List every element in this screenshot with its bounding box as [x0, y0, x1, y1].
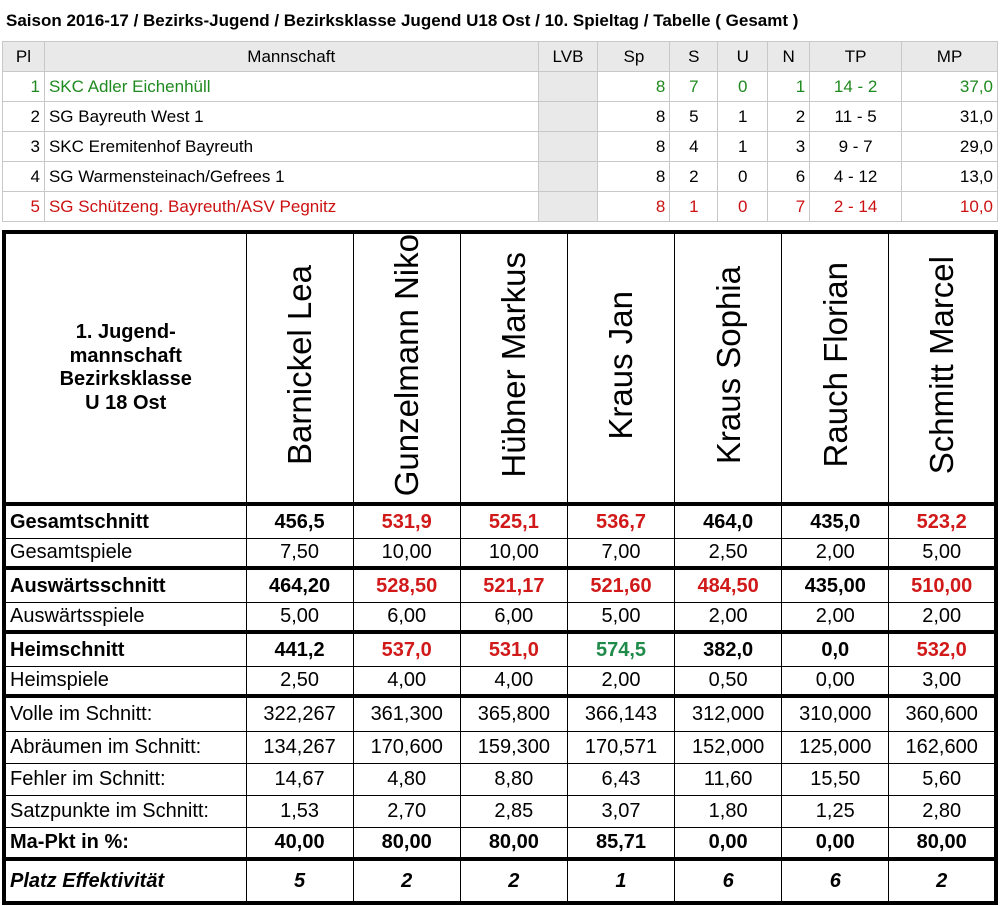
- stats-value: 2,00: [675, 602, 782, 632]
- league-cell-lvb: [538, 72, 598, 102]
- player-name: Barnickel Lea: [281, 265, 319, 466]
- page-title: Saison 2016-17 / Bezirks-Jugend / Bezirksklasse Jugend U18 Ost / 10. Spieltag / Tabelle ( Gesamt ): [6, 11, 799, 30]
- stats-value: 2: [353, 859, 460, 903]
- stats-row-label: Gesamtschnitt: [4, 504, 246, 538]
- league-cell-u: 1: [718, 132, 768, 162]
- col-header-lvb: LVB: [538, 42, 598, 72]
- league-row: [3, 192, 998, 222]
- stats-value: 15,50: [782, 763, 889, 795]
- league-cell-n: 3: [768, 132, 810, 162]
- league-cell-team: SG Schützeng. Bayreuth/ASV Pegnitz: [44, 192, 538, 222]
- league-cell-team: SKC Adler Eichenhüll: [44, 72, 538, 102]
- league-cell-mp: 13,0: [902, 162, 998, 192]
- stats-value: 2,50: [246, 666, 353, 696]
- stats-value: 1: [567, 859, 674, 903]
- stats-value: 7,50: [246, 538, 353, 568]
- stats-value: 162,600: [889, 731, 996, 763]
- stats-value: 310,000: [782, 696, 889, 731]
- team-heading-line: 1. Jugend-: [75, 320, 176, 343]
- league-cell-pl: 3: [3, 132, 45, 162]
- league-cell-mp: 31,0: [902, 102, 998, 132]
- stats-row-label: Auswärtsschnitt: [4, 568, 246, 602]
- stats-value: 85,71: [567, 827, 674, 859]
- league-cell-team: SG Bayreuth West 1: [44, 102, 538, 132]
- league-cell-mp: 29,0: [902, 132, 998, 162]
- league-cell-n: 1: [768, 72, 810, 102]
- stats-value: 2: [460, 859, 567, 903]
- team-stats-table: [2, 230, 998, 905]
- col-header-mp: MP: [902, 42, 998, 72]
- stats-value: 5: [246, 859, 353, 903]
- col-header-pl: Pl: [3, 42, 45, 72]
- league-cell-u: 0: [718, 72, 768, 102]
- stats-value: 365,800: [460, 696, 567, 731]
- stats-value: 6,00: [460, 602, 567, 632]
- stats-value: 125,000: [782, 731, 889, 763]
- stats-value: 456,5: [246, 504, 353, 538]
- col-header-team: Mannschaft: [44, 42, 538, 72]
- stats-value: 510,00: [889, 568, 996, 602]
- league-cell-mp: 37,0: [902, 72, 998, 102]
- league-cell-pl: 2: [3, 102, 45, 132]
- stats-row: [4, 795, 996, 827]
- player-header: [246, 232, 353, 504]
- stats-value: 0,00: [782, 666, 889, 696]
- stats-value: 3,07: [567, 795, 674, 827]
- league-cell-s: 7: [670, 72, 718, 102]
- stats-value: 80,00: [889, 827, 996, 859]
- stats-header-row: [4, 232, 996, 504]
- team-heading-line: mannschaft: [69, 344, 182, 367]
- league-cell-lvb: [538, 162, 598, 192]
- player-name: Hübner Markus: [495, 252, 533, 478]
- stats-row-label: Gesamtspiele: [4, 538, 246, 568]
- league-table: [2, 41, 998, 222]
- stats-value: 159,300: [460, 731, 567, 763]
- stats-row-label: Satzpunkte im Schnitt:: [4, 795, 246, 827]
- league-cell-s: 2: [670, 162, 718, 192]
- player-header: [889, 232, 996, 504]
- stats-value: 170,571: [567, 731, 674, 763]
- league-cell-team: SG Warmensteinach/Gefrees 1: [44, 162, 538, 192]
- stats-value: 2,70: [353, 795, 460, 827]
- stats-row-label: Volle im Schnitt:: [4, 696, 246, 731]
- stats-value: 0,0: [782, 632, 889, 666]
- col-header-u: U: [718, 42, 768, 72]
- stats-value: 3,00: [889, 666, 996, 696]
- league-cell-n: 6: [768, 162, 810, 192]
- stats-value: 521,60: [567, 568, 674, 602]
- stats-value: 152,000: [675, 731, 782, 763]
- league-cell-s: 5: [670, 102, 718, 132]
- player-name: Rauch Florian: [816, 262, 854, 468]
- stats-value: 528,50: [353, 568, 460, 602]
- stats-value: 11,60: [675, 763, 782, 795]
- stats-value: 8,80: [460, 763, 567, 795]
- stats-value: 521,17: [460, 568, 567, 602]
- stats-value: 4,00: [353, 666, 460, 696]
- league-cell-tp: 11 - 5: [810, 102, 902, 132]
- stats-row: [4, 538, 996, 568]
- league-cell-tp: 14 - 2: [810, 72, 902, 102]
- stats-row: [4, 859, 996, 903]
- league-cell-pl: 4: [3, 162, 45, 192]
- league-cell-tp: 2 - 14: [810, 192, 902, 222]
- col-header-sp: Sp: [598, 42, 670, 72]
- stats-value: 4,00: [460, 666, 567, 696]
- league-cell-sp: 8: [598, 102, 670, 132]
- stats-value: 40,00: [246, 827, 353, 859]
- stats-row: [4, 827, 996, 859]
- stats-value: 525,1: [460, 504, 567, 538]
- stats-value: 322,267: [246, 696, 353, 731]
- league-cell-team: SKC Eremitenhof Bayreuth: [44, 132, 538, 162]
- stats-value: 484,50: [675, 568, 782, 602]
- col-header-tp: TP: [810, 42, 902, 72]
- stats-row-label: Auswärtsspiele: [4, 602, 246, 632]
- stats-value: 531,0: [460, 632, 567, 666]
- stats-value: 14,67: [246, 763, 353, 795]
- stats-row: [4, 763, 996, 795]
- league-cell-pl: 1: [3, 72, 45, 102]
- stats-value: 0,50: [675, 666, 782, 696]
- stats-value: 1,53: [246, 795, 353, 827]
- league-cell-sp: 8: [598, 72, 670, 102]
- col-header-s: S: [670, 42, 718, 72]
- league-header-row: [3, 42, 998, 72]
- league-cell-tp: 4 - 12: [810, 162, 902, 192]
- col-header-n: N: [768, 42, 810, 72]
- stats-value: 0,00: [782, 827, 889, 859]
- stats-value: 2,50: [675, 538, 782, 568]
- stats-row: [4, 504, 996, 538]
- stats-value: 435,00: [782, 568, 889, 602]
- stats-row: [4, 731, 996, 763]
- stats-value: 435,0: [782, 504, 889, 538]
- league-cell-sp: 8: [598, 162, 670, 192]
- league-cell-lvb: [538, 192, 598, 222]
- stats-value: 5,00: [246, 602, 353, 632]
- stats-value: 2,00: [782, 538, 889, 568]
- stats-value: 366,143: [567, 696, 674, 731]
- stats-value: 80,00: [353, 827, 460, 859]
- stats-value: 464,0: [675, 504, 782, 538]
- stats-value: 1,80: [675, 795, 782, 827]
- player-header: [353, 232, 460, 504]
- stats-value: 531,9: [353, 504, 460, 538]
- stats-value: 80,00: [460, 827, 567, 859]
- player-header: [567, 232, 674, 504]
- stats-value: 170,600: [353, 731, 460, 763]
- team-heading-line: U 18 Ost: [85, 391, 167, 414]
- stats-row-label: Abräumen im Schnitt:: [4, 731, 246, 763]
- stats-row: [4, 632, 996, 666]
- stats-value: 2,85: [460, 795, 567, 827]
- league-cell-tp: 9 - 7: [810, 132, 902, 162]
- stats-row: [4, 696, 996, 731]
- stats-row: [4, 568, 996, 602]
- player-header: [675, 232, 782, 504]
- league-cell-mp: 10,0: [902, 192, 998, 222]
- stats-value: 5,00: [889, 538, 996, 568]
- league-row: [3, 132, 998, 162]
- stats-value: 6: [782, 859, 889, 903]
- stats-value: 536,7: [567, 504, 674, 538]
- team-heading: [4, 232, 246, 504]
- stats-value: 523,2: [889, 504, 996, 538]
- player-name: Kraus Jan: [602, 290, 640, 440]
- stats-value: 0,00: [675, 827, 782, 859]
- stats-row-label: Heimschnitt: [4, 632, 246, 666]
- league-row: [3, 72, 998, 102]
- team-heading-line: Bezirksklasse: [59, 368, 192, 391]
- stats-value: 4,80: [353, 763, 460, 795]
- stats-row-label: Heimspiele: [4, 666, 246, 696]
- stats-row-label: Ma-Pkt in %:: [4, 827, 246, 859]
- player-name: Schmitt Marcel: [923, 256, 961, 475]
- stats-value: 2,00: [567, 666, 674, 696]
- stats-value: 312,000: [675, 696, 782, 731]
- stats-value: 2,00: [782, 602, 889, 632]
- stats-value: 441,2: [246, 632, 353, 666]
- league-cell-u: 0: [718, 192, 768, 222]
- stats-value: 574,5: [567, 632, 674, 666]
- league-cell-u: 1: [718, 102, 768, 132]
- stats-value: 2: [889, 859, 996, 903]
- player-header: [460, 232, 567, 504]
- league-cell-s: 1: [670, 192, 718, 222]
- stats-value: 6,00: [353, 602, 460, 632]
- stats-value: 7,00: [567, 538, 674, 568]
- stats-value: 360,600: [889, 696, 996, 731]
- league-cell-lvb: [538, 132, 598, 162]
- stats-value: 134,267: [246, 731, 353, 763]
- stats-value: 5,60: [889, 763, 996, 795]
- league-cell-n: 7: [768, 192, 810, 222]
- stats-row: [4, 666, 996, 696]
- stats-value: 532,0: [889, 632, 996, 666]
- league-cell-s: 4: [670, 132, 718, 162]
- league-cell-pl: 5: [3, 192, 45, 222]
- league-cell-n: 2: [768, 102, 810, 132]
- league-cell-sp: 8: [598, 192, 670, 222]
- league-cell-lvb: [538, 102, 598, 132]
- stats-row-label: Fehler im Schnitt:: [4, 763, 246, 795]
- stats-value: 5,00: [567, 602, 674, 632]
- stats-value: 464,20: [246, 568, 353, 602]
- stats-value: 1,25: [782, 795, 889, 827]
- stats-value: 382,0: [675, 632, 782, 666]
- stats-value: 537,0: [353, 632, 460, 666]
- player-header: [782, 232, 889, 504]
- stats-value: 2,00: [889, 602, 996, 632]
- league-cell-sp: 8: [598, 132, 670, 162]
- stats-value: 6: [675, 859, 782, 903]
- stats-value: 10,00: [460, 538, 567, 568]
- player-name: Kraus Sophia: [709, 266, 747, 465]
- stats-value: 2,80: [889, 795, 996, 827]
- stats-value: 361,300: [353, 696, 460, 731]
- stats-row-label: Platz Effektivität: [4, 859, 246, 903]
- stats-value: 10,00: [353, 538, 460, 568]
- league-row: [3, 162, 998, 192]
- stats-value: 6,43: [567, 763, 674, 795]
- stats-row: [4, 602, 996, 632]
- league-cell-u: 0: [718, 162, 768, 192]
- player-name: Gunzelmann Niko: [388, 234, 426, 497]
- league-row: [3, 102, 998, 132]
